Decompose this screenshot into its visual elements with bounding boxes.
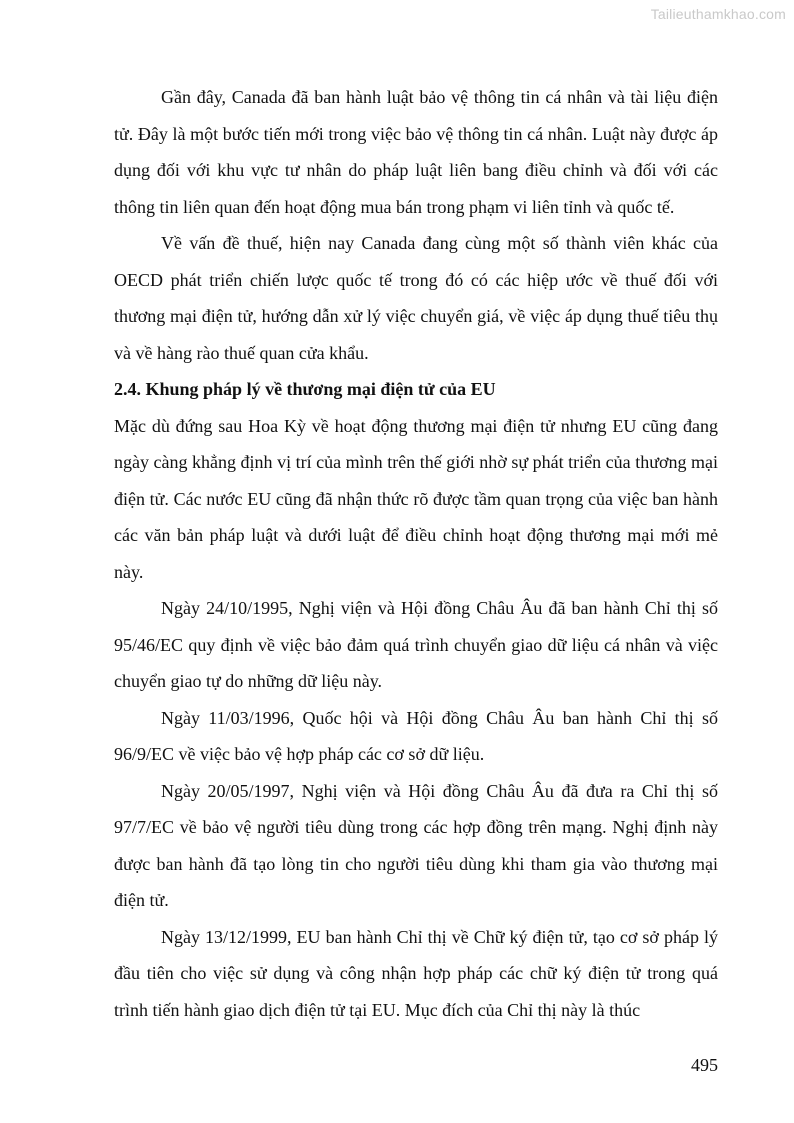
paragraph-directive-1997: Ngày 20/05/1997, Nghị viện và Hội đồng Châu Âu đã đưa ra Chỉ thị số 97/7/EC về bảo vệ người tiêu dùng trong các hợp đồng trên mạng. Nghị định này được ban hành đã tạo lòng tin cho người tiêu dùng khi tham gia vào thương mại điện tử. (114, 780, 718, 910)
document-body (114, 79, 718, 1028)
paragraph-directive-1995: Ngày 24/10/1995, Nghị viện và Hội đồng Châu Âu đã ban hành Chỉ thị số 95/46/EC quy định về việc bảo đảm quá trình chuyển giao dữ liệu cá nhân và việc chuyển giao tự do những dữ liệu này. (114, 598, 718, 691)
paragraph-canada-privacy: Gần đây, Canada đã ban hành luật bảo vệ thông tin cá nhân và tài liệu điện tử. Đây là một bước tiến mới trong việc bảo vệ thông tin cá nhân. Luật này được áp dụng đối với khu vực tư nhân do pháp luật liên bang điều chỉnh và đối với các thông tin liên quan đến hoạt động mua bán trong phạm vi liên tỉnh và quốc tế. (114, 87, 718, 217)
watermark: Tailieuthamkhao.com (650, 6, 786, 22)
section-heading: 2.4. Khung pháp lý về thương mại điện tử của EU (114, 379, 496, 399)
paragraph-eu-intro: Mặc dù đứng sau Hoa Kỳ về hoạt động thương mại điện tử nhưng EU cũng đang ngày càng khẳng định vị trí của mình trên thế giới nhờ sự phát triển của thương mại điện tử. Các nước EU cũng đã nhận thức rõ được tầm quan trọng của việc ban hành các văn bản pháp luật và dưới luật để điều chỉnh hoạt động thương mại mới mẻ này. (114, 415, 718, 582)
paragraph-directive-1999: Ngày 13/12/1999, EU ban hành Chỉ thị về Chữ ký điện tử, tạo cơ sở pháp lý đầu tiên cho việc sử dụng và công nhận hợp pháp các chữ ký điện tử trong quá trình tiến hành giao dịch điện tử tại EU. Mục đích của Chỉ thị này là thúc (114, 926, 718, 1020)
paragraph-directive-1996: Ngày 11/03/1996, Quốc hội và Hội đồng Châu Âu ban hành Chỉ thị số 96/9/EC về việc bảo vệ hợp pháp các cơ sở dữ liệu. (114, 707, 718, 764)
paragraph-canada-tax: Về vấn đề thuế, hiện nay Canada đang cùng một số thành viên khác của OECD phát triển chiến lược quốc tế trong đó có các hiệp ước về thuế đối với thương mại điện tử, hướng dẫn xử lý việc chuyển giá, về việc áp dụng thuế tiêu thụ và về hàng rào thuế quan cửa khẩu. (114, 233, 718, 363)
page-number: 495 (691, 1055, 718, 1075)
